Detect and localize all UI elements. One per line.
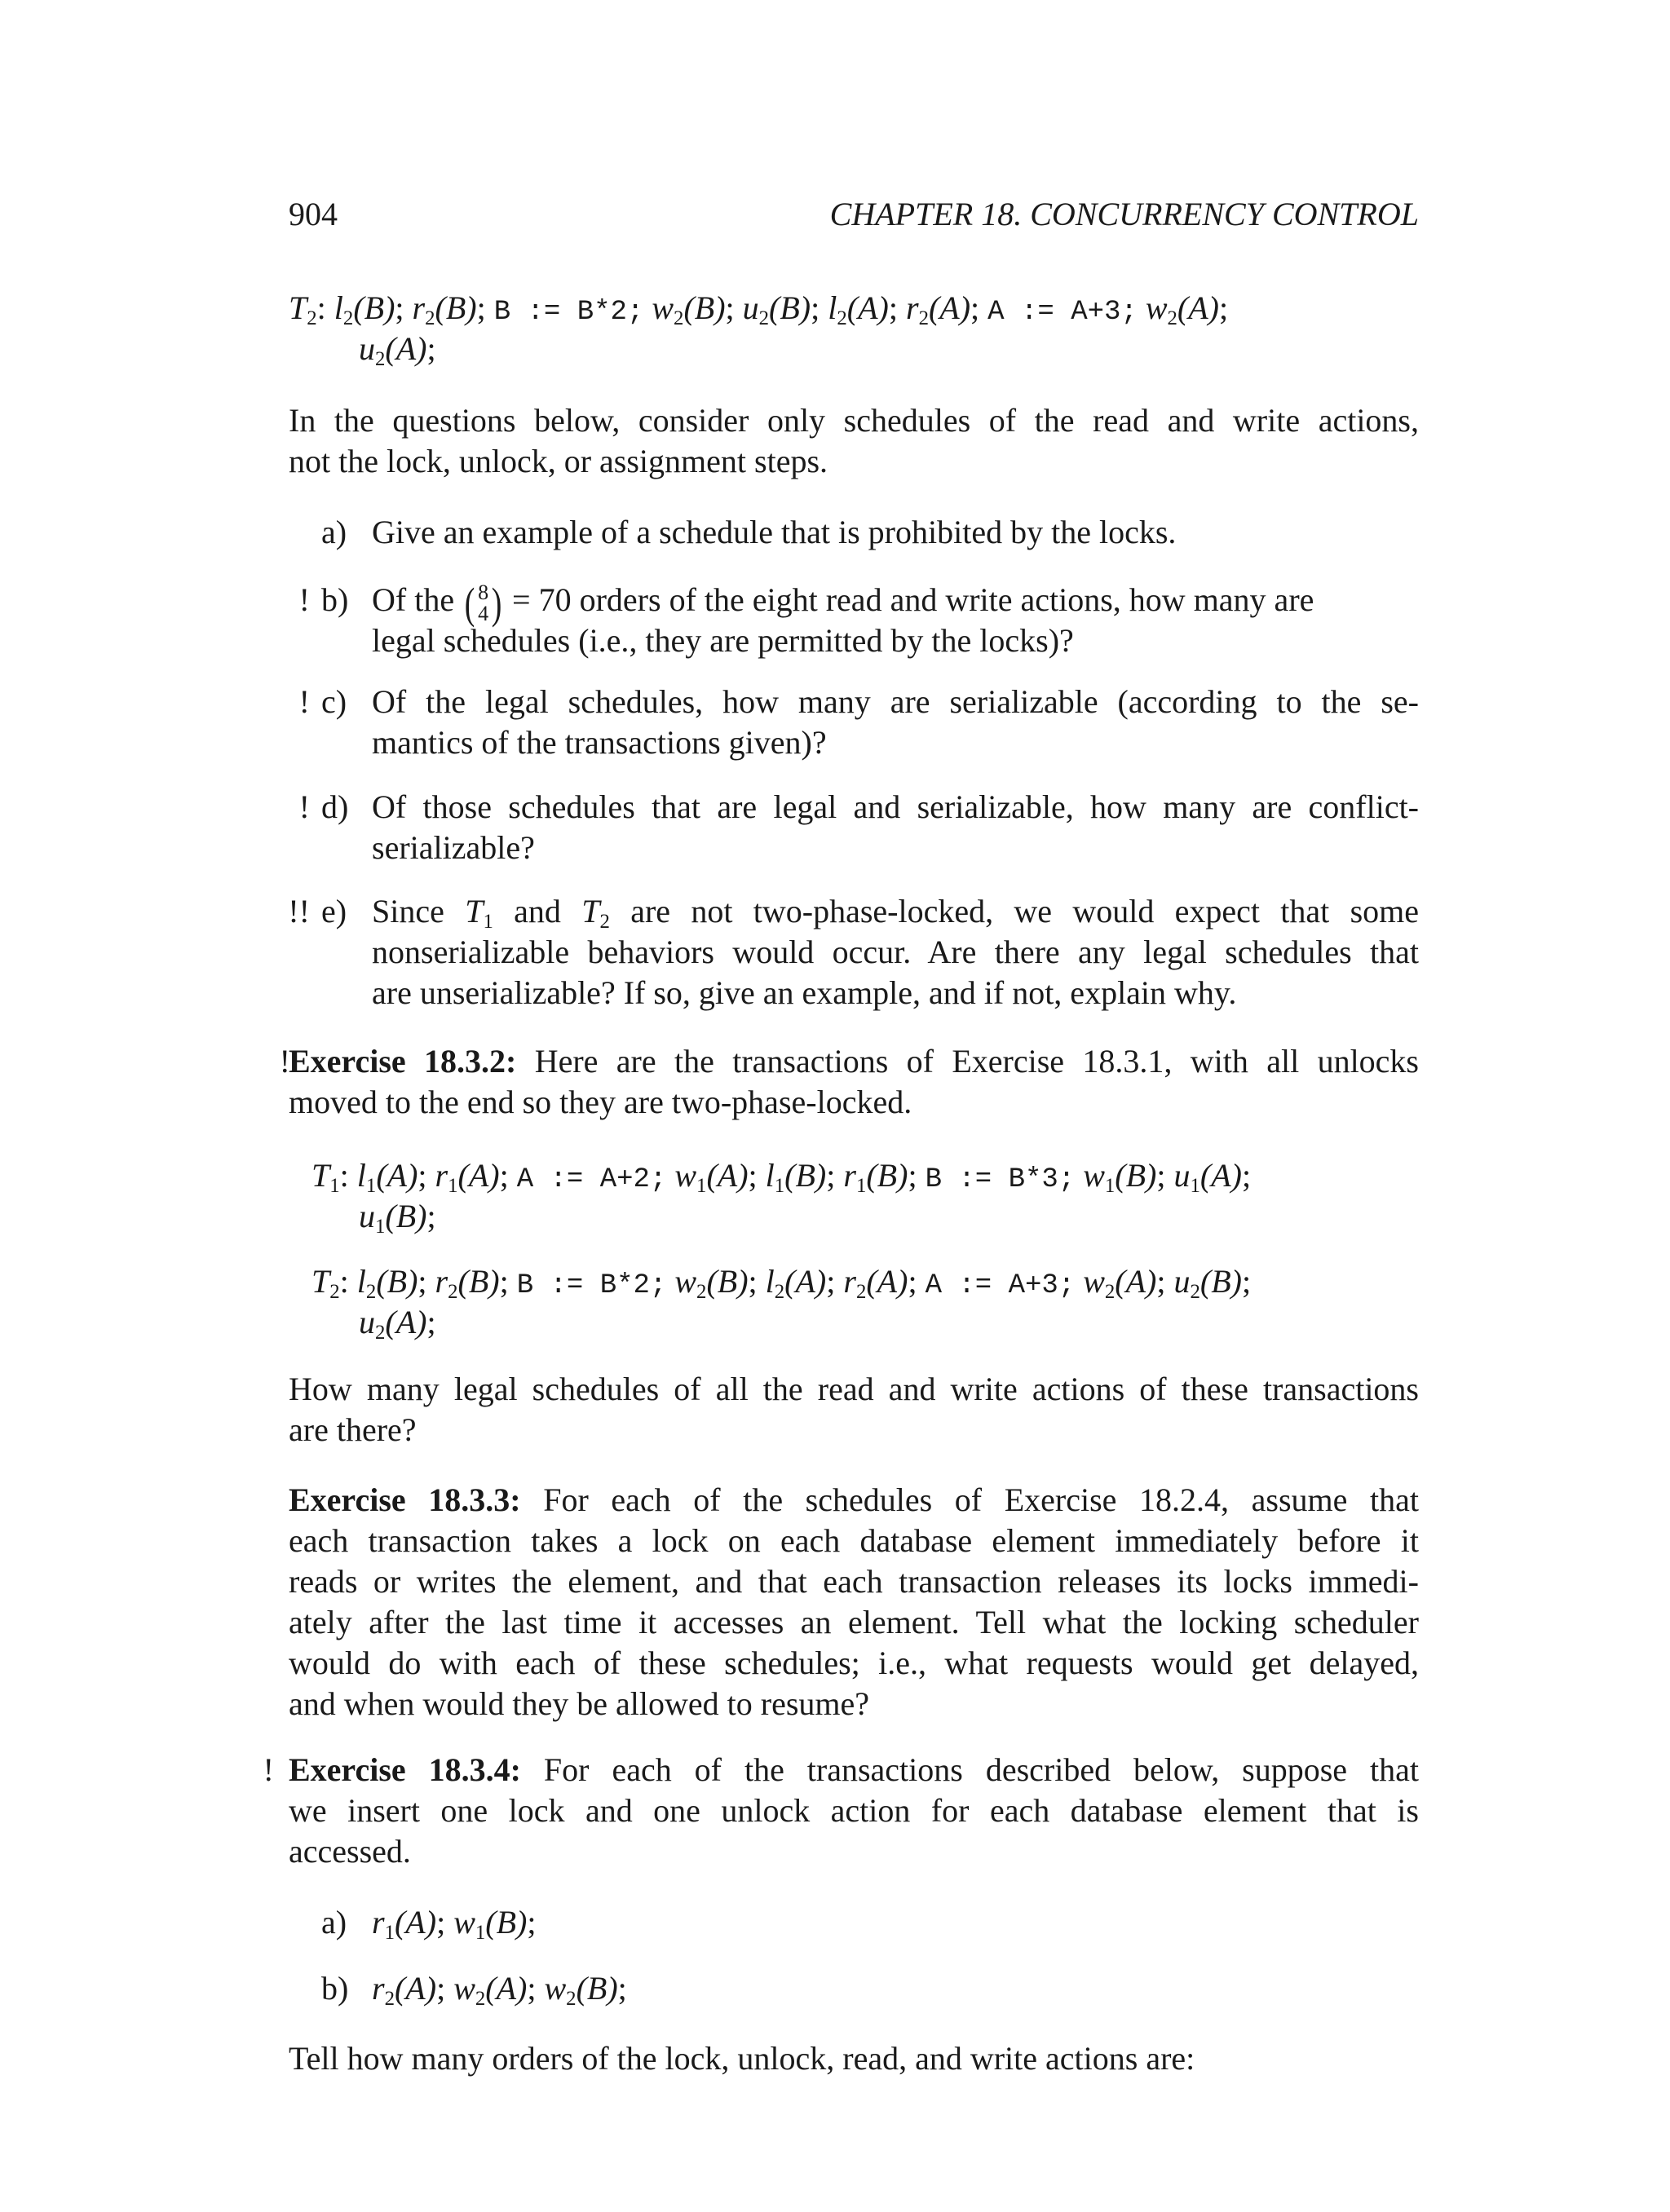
item-b-actions: $r_2(A)$; $w_2(A)$; $w_2(B)$; xyxy=(372,1970,627,2010)
exercise-18-3-3-line1: Exercise 18.3.3: For each of the schedules of Exercise 18.2.4, assume that xyxy=(289,1481,1420,1518)
question-b-label: b) xyxy=(321,581,349,618)
transaction-t1-line2: $u_1(B)$; xyxy=(359,1198,436,1238)
difficulty-mark: ! xyxy=(263,1751,274,1788)
exercise-title: Exercise 18.3.4: xyxy=(289,1751,521,1788)
intro-line: not the lock, unlock, or assignment steps. xyxy=(289,443,828,479)
item-a-label: a) xyxy=(321,1904,347,1940)
assignment-code: A := A+2; xyxy=(516,1164,667,1195)
assignment-code: B := B*2; xyxy=(493,297,644,328)
assignment-code: B := B*3; xyxy=(925,1164,1076,1195)
difficulty-mark: ! xyxy=(298,683,310,720)
difficulty-mark: ! xyxy=(279,1043,290,1080)
difficulty-mark: !! xyxy=(288,893,310,929)
exercise-18-3-3-line3: reads or writes the element, and that each transaction releases its locks immedi- xyxy=(289,1563,1419,1600)
question-c-line2: mantics of the transactions given)? xyxy=(372,724,827,761)
question-e-label: e) xyxy=(321,893,347,929)
difficulty-mark: ! xyxy=(298,788,310,825)
item-b-label: b) xyxy=(321,1970,349,2007)
page-number: 904 xyxy=(289,196,338,232)
running-title: CHAPTER 18. CONCURRENCY CONTROL xyxy=(829,196,1419,232)
question-a-text: Give an example of a schedule that is prohibited by the locks. xyxy=(372,514,1177,550)
exercise-18-3-2-question: are there? xyxy=(289,1411,417,1448)
closing-sentence: Tell how many orders of the lock, unlock, read, and write actions are: xyxy=(289,2040,1195,2077)
exercise-title: Exercise 18.3.3: xyxy=(289,1481,521,1518)
exercise-18-3-4-line3: accessed. xyxy=(289,1833,411,1870)
question-b-line2: legal schedules (i.e., they are permitted by the locks)? xyxy=(372,622,1074,659)
binomial-coefficient: ( 8 4 ) xyxy=(464,578,502,628)
transaction-t1-line1: $T_1$: $l_1(A)$; $r_1(A)$; A := A+2; $w_1(A)$; $l_1(B)$; $r_1(B)$; B := B*3; $w_1(B)$; $u_1(A)$; xyxy=(311,1157,1252,1197)
question-d-line1: Of those schedules that are legal and serializable, how many are conflict- xyxy=(372,788,1419,825)
transaction-t2-line2: $u_2(A)$; xyxy=(359,330,436,370)
exercise-18-3-2-line2: moved to the end so they are two-phase-locked. xyxy=(289,1084,912,1120)
question-b-line1: Of the ( 8 4 ) = 70 orders of the eight read and write actions, how many are xyxy=(372,578,1314,628)
exercise-18-3-3-line5: would do with each of these schedules; i.e., what requests would get delayed, xyxy=(289,1645,1419,1681)
question-c-label: c) xyxy=(321,683,347,720)
exercise-18-3-3-line4: ately after the last time it accesses an element. Tell what the locking scheduler xyxy=(289,1604,1419,1640)
difficulty-mark: ! xyxy=(298,581,310,618)
exercise-18-3-3-line6: and when would they be allowed to resume? xyxy=(289,1685,870,1722)
assignment-code: A := A+3; xyxy=(987,297,1138,328)
exercise-18-3-4-line1: Exercise 18.3.4: For each of the transactions described below, suppose that xyxy=(289,1751,1420,1788)
exercise-18-3-3-line2: each transaction takes a lock on each database element immediately before it xyxy=(289,1522,1419,1559)
question-e-line1: Since $T_1$ and $T_2$ are not two-phase-locked, we would expect that some xyxy=(372,893,1420,933)
exercise-18-3-2-question: How many legal schedules of all the read and write actions of these transactions xyxy=(289,1371,1419,1407)
question-a-label: a) xyxy=(321,514,347,550)
question-d-label: d) xyxy=(321,788,349,825)
transaction-t2-line1: $T_2$: $l_2(B)$; $r_2(B)$; B := B*2; $w_2(B)$; $l_2(A)$; $r_2(A)$; A := A+3; $w_2(A)$; $u_2(B)$; xyxy=(311,1263,1252,1303)
question-c-line1: Of the legal schedules, how many are serializable (according to the se- xyxy=(372,683,1419,720)
exercise-18-3-2-line1: Exercise 18.3.2: Here are the transactions of Exercise 18.3.1, with all unlocks xyxy=(289,1043,1419,1080)
transaction-t2-line1: $T_2$: $l_2(B)$; $r_2(B)$; B := B*2; $w_2(B)$; $u_2(B)$; $l_2(A)$; $r_2(A)$; A := A+3; $w_2(A)$; xyxy=(289,289,1229,329)
intro-line: In the questions below, consider only schedules of the read and write actions, xyxy=(289,402,1419,439)
question-e-line2: nonserializable behaviors would occur. Are there any legal schedules that xyxy=(372,934,1419,970)
question-e-line3: are unserializable? If so, give an example, and if not, explain why. xyxy=(372,974,1237,1011)
exercise-18-3-4-line2: we insert one lock and one unlock action for each database element that is xyxy=(289,1792,1419,1829)
assignment-code: B := B*2; xyxy=(516,1270,667,1301)
assignment-code: A := A+3; xyxy=(925,1270,1076,1301)
transaction-t2-line2: $u_2(A)$; xyxy=(359,1304,436,1344)
item-a-actions: $r_1(A)$; $w_1(B)$; xyxy=(372,1904,537,1944)
question-d-line2: serializable? xyxy=(372,829,535,866)
exercise-title: Exercise 18.3.2: xyxy=(289,1043,517,1080)
